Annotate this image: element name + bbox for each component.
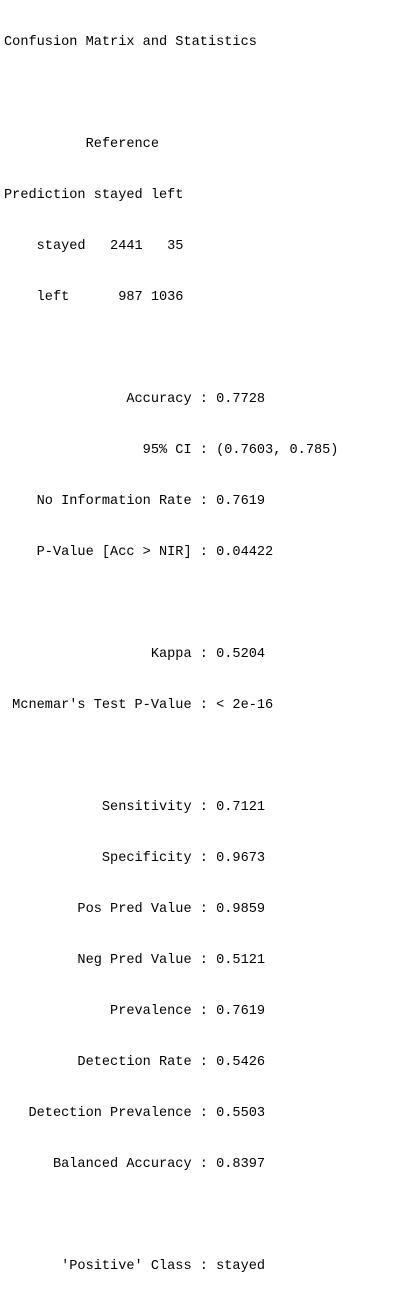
stat-kappa: Kappa : 0.5204 — [4, 647, 266, 662]
matrix-column-header: Prediction stayed left — [4, 188, 184, 203]
blank-line — [4, 748, 338, 765]
matrix-row-left: left 987 1036 — [4, 290, 184, 305]
stat-accuracy: Accuracy : 0.7728 — [4, 392, 266, 407]
stat-p-value-acc-nir: P-Value [Acc > NIR] : 0.04422 — [4, 545, 274, 560]
blank-line — [4, 85, 338, 102]
stat-neg-pred-value: Neg Pred Value : 0.5121 — [4, 953, 266, 968]
stat-positive-class: 'Positive' Class : stayed — [4, 1259, 266, 1274]
output-title: Confusion Matrix and Statistics — [4, 35, 257, 50]
r-console-output — [4, 0, 338, 1292]
stat-sensitivity: Sensitivity : 0.7121 — [4, 800, 266, 815]
matrix-reference-header: Reference — [4, 137, 159, 152]
blank-line — [4, 1207, 338, 1224]
stat-prevalence: Prevalence : 0.7619 — [4, 1004, 266, 1019]
stat-mcnemar-p-value: Mcnemar's Test P-Value : < 2e-16 — [4, 698, 274, 713]
stat-pos-pred-value: Pos Pred Value : 0.9859 — [4, 902, 266, 917]
blank-line — [4, 595, 338, 612]
stat-specificity: Specificity : 0.9673 — [4, 851, 266, 866]
stat-detection-prevalence: Detection Prevalence : 0.5503 — [4, 1106, 266, 1121]
matrix-row-stayed: stayed 2441 35 — [4, 239, 184, 254]
stat-no-information-rate: No Information Rate : 0.7619 — [4, 494, 266, 509]
stat-detection-rate: Detection Rate : 0.5426 — [4, 1055, 266, 1070]
stat-balanced-accuracy: Balanced Accuracy : 0.8397 — [4, 1157, 266, 1172]
blank-line — [4, 340, 338, 357]
stat-95-ci: 95% CI : (0.7603, 0.785) — [4, 443, 339, 458]
